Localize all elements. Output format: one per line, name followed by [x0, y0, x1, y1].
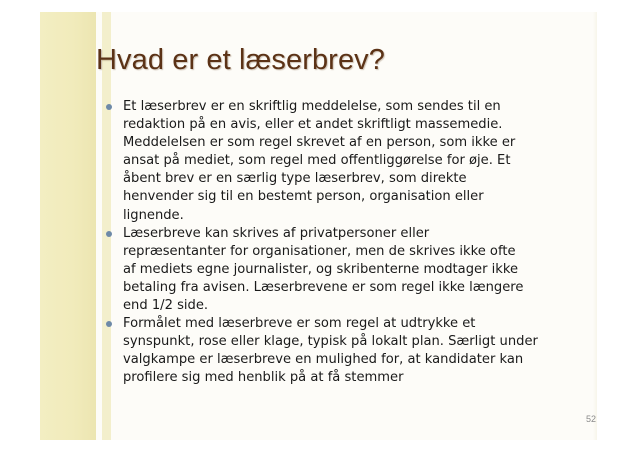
bullet-line: profilere sig med henblik på at få stemmer: [123, 370, 404, 386]
bullet-dot-icon: [106, 231, 112, 237]
slide-edge: [593, 12, 597, 440]
bullet-line: åbent brev er en særlig type læserbrev, som direkte: [123, 171, 467, 187]
bullet-line: Meddelelsen er som regel skrevet af en person, som ikke er: [123, 135, 516, 151]
bullet-line: lignende.: [123, 207, 184, 223]
bullet-line: Formålet med læserbreve er som regel at udtrykke et: [123, 316, 476, 332]
slide-number: 52: [585, 414, 596, 424]
bullet-line: Læserbreve kan skrives af privatpersoner eller: [123, 225, 430, 241]
bullet-line: synspunkt, rose eller klage, typisk på lokalt plan. Særligt under: [123, 334, 538, 350]
bullet-dot-icon: [106, 104, 112, 110]
bullet-item: [106, 98, 576, 225]
slide-title: Hvad er et læserbrev?: [96, 44, 385, 76]
bullet-line: end 1/2 side.: [123, 298, 209, 314]
bullet-item: [106, 315, 576, 387]
bullet-line: redaktion på en avis, eller et andet skriftligt massemedie.: [123, 117, 503, 133]
bullet-line: af mediets egne journalister, og skribenterne modtager ikke: [123, 261, 519, 277]
decorative-stripe-wide: [40, 12, 96, 440]
bullet-line: betaling fra avisen. Læserbrevene er som regel ikke længere: [123, 279, 524, 295]
bullet-line: Et læserbrev er en skriftlig meddelelse, som sendes til en: [123, 99, 501, 114]
bullet-list: [106, 98, 576, 388]
bullet-line: ansat på mediet, som regel med offentliggørelse for øje. Et: [123, 153, 511, 169]
bullet-item: [106, 225, 576, 315]
bullet-dot-icon: [106, 321, 112, 327]
bullet-line: henvender sig til en bestemt person, organisation eller: [123, 189, 484, 205]
bullet-line: repræsentanter for organisationer, men de skrives ikke ofte: [123, 243, 516, 259]
bullet-line: valgkampe er læserbreve en mulighed for, at kandidater kan: [123, 352, 524, 368]
